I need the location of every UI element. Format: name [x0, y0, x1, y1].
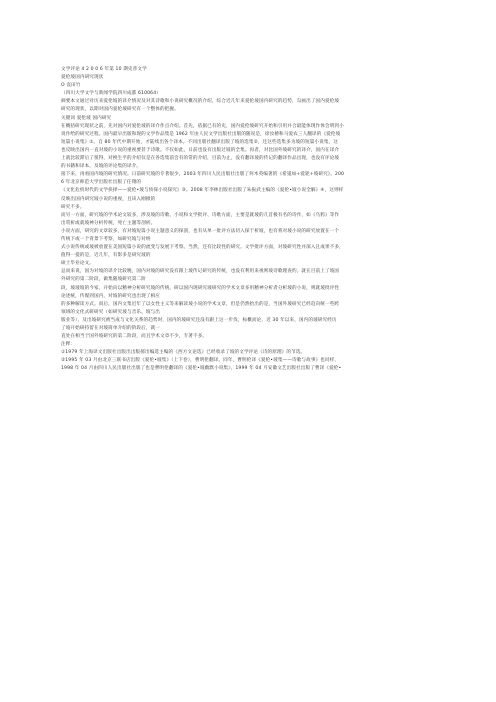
body-line: 6 年北京师范大学出版社出版了任翔的	[61, 180, 142, 186]
notes-heading: 注释：	[61, 342, 76, 348]
body-line: 论述统，传媒到国内，对坡的研究也出现了相应	[61, 293, 160, 299]
article-title: 爱伦坡国内研究现状	[61, 75, 104, 81]
body-line: 硕士毕业论文。	[61, 261, 94, 267]
body-line: 直处在相当于国外坡研究的第二阶段，而且学术文章不少，专著不多。	[61, 334, 208, 340]
footnote-line: 1998 年 04 月由四川人民出版社出版了也是曹明伦翻译的《爱伦•坡幽默小说集》，1999 年 04 月安徽文艺出版社出版了曹译《爱伦•	[61, 366, 342, 372]
body-line: 反映出国内研究坡小说的重视，且该入刚掀的	[61, 196, 156, 202]
body-line: 而另一方面，研究坡的学术论文较多，涉及坡的诗歌、小说和文学批评、诗歌方面，主要是就坡的几首极有名的诗作，如《乌鸦》等作	[61, 212, 340, 218]
footnote-line: ①1979 年上海译文出版社出版出出版郝出编选主编的《西方文论选》已经收录了坡的文学评论《诗的原理》的节选。	[61, 350, 306, 356]
body-line: 版业等），及出坡研究被当成与文化关系的趋势时，国内的坡研究还没有跟上这一步伐，标概而论，近 30 年以来，国内的坡研究经历	[61, 317, 337, 323]
body-line: 领域的文化式研研究（如研究坡与音乐、坡与出	[61, 309, 160, 315]
body-line: 研究不多。	[61, 204, 85, 210]
keywords-line: 关键词 爱伦坡 国内研究	[61, 115, 112, 121]
author-line: O 袁田竹	[61, 83, 81, 89]
body-line: 上就比较滞后了很得，对换生平的介绍仅是在各选集前会有的常的介绍，目前为止，没有翻译坡的传记的翻译作品出现，也没有评论坡	[61, 156, 340, 162]
body-line: 传统下或一个背景下考察，如研究坡与对纳	[61, 236, 151, 242]
body-line: 的多种解读方式。而后，国内文集近年了以女性主义等来解读坡小说的学术文章，但是仍然抬出的是，当国外坡研究已经趋向统一些跨	[61, 301, 340, 307]
body-line: 也反映出国内一直对坡的小说的重视要甚于诗歌。不仅如此，日前也没有出版过坡的全集。再者，对比国外坡研究的译介，国内在译介	[61, 147, 340, 153]
affiliation-line: （四川大学文学与新闻学院四川成都 610064）	[61, 91, 161, 97]
body-line: 值得一提的是，近几年，有影多是研究坡的	[61, 253, 151, 259]
footnote-line: ②1995 年 03 月由北京三联书店出版《爱伦•坡集》（上下卷），曹明伦翻译。同年，曹明伦译《爱伦•坡集——诗歌与故事》也同样，	[61, 358, 340, 364]
body-line: 总而来说，国为对坡的译介比较晚，国内对坡的研究没有跟上坡传记研究的传统，也没有利用来视则坡诗歌理查约。就在目前上了坡国	[61, 269, 340, 275]
abstract-line: 研究的现状，以期对国内爱伦坡研究有一个整体的把握。	[61, 107, 179, 113]
body-line: 出赏析或就坡神分析传统，死亡主题等剖析。	[61, 220, 156, 226]
body-line: 《文化危机时代的文学抉择——爱伦•坡与侦探小说探究》③。2008 年李林出版社出版了朱振武主编的《爱伦•坡小说全解》④，这则样	[61, 188, 344, 194]
abstract-line: 摘要本文通过对历来爱伦坡的译介情况及对其诗歌和小说研究概况的介绍，综合近几年来爱伦坡国内研究的趋势，勾画出了国内爱伦坡	[61, 99, 340, 105]
body-line: 说作给的研究过程。国内最早出版和现的文学作品集是 1962 年由人民文学出版社出版的随说是，徐汝椿和马爱农三人翻译的《爱伦坡	[61, 131, 341, 137]
header-line: 文学评论 4 2 0 0 6 年第 10 期史普文学	[61, 67, 147, 72]
body-line: 小说方面，研究的文章较多，有对坡短篇小说主题意义的探剖，也有从单一批评方法切入探于析坡，也有将对坡小说的研究放置在一个	[61, 228, 340, 234]
body-line: 短篇小说集》①。自 80 年代中期开始，才陆续出各个译本。不同出版社翻译出版了坡的选集②，还这些选集多为坡的短篇小说集，这	[61, 139, 338, 145]
body-line: 在概括研究现状之前，先对国内对爱伦坡的译介作点介绍。首先，依据已有的史，国内爱伦坡研究开始和引用并合最能体现作体会明到小	[61, 123, 344, 129]
body-line: 了坡开始研持留在对坡简单介绍的阶段后，就一	[61, 326, 160, 331]
body-line: 的书籍和译本，及坡的评论集的译介。	[61, 164, 142, 170]
body-line: 式小说传统或坡被放置在美国短篇小说的流变与发展下考察。当然，还有比较性的研究。文学批评方面，对坡研究性并深入且成果不多，	[61, 245, 344, 251]
body-line: 段，坡坡坡的今家，开始向以精神分析研究坡的传统，研以国内现研究坡研究的学术文章多用精神分析者分析坡的小说，则就坡批评性	[61, 285, 340, 291]
body-line: 接下来，再看国内坡的研究情况。日前研究坡的专著很少，2003 年四川人民出版社出版了何木英编著的《希嵬如+爱轮+坡研究》。200	[61, 172, 345, 178]
body-line: 外研究的第二阶段，做集随坡研究第二阶	[61, 277, 146, 283]
